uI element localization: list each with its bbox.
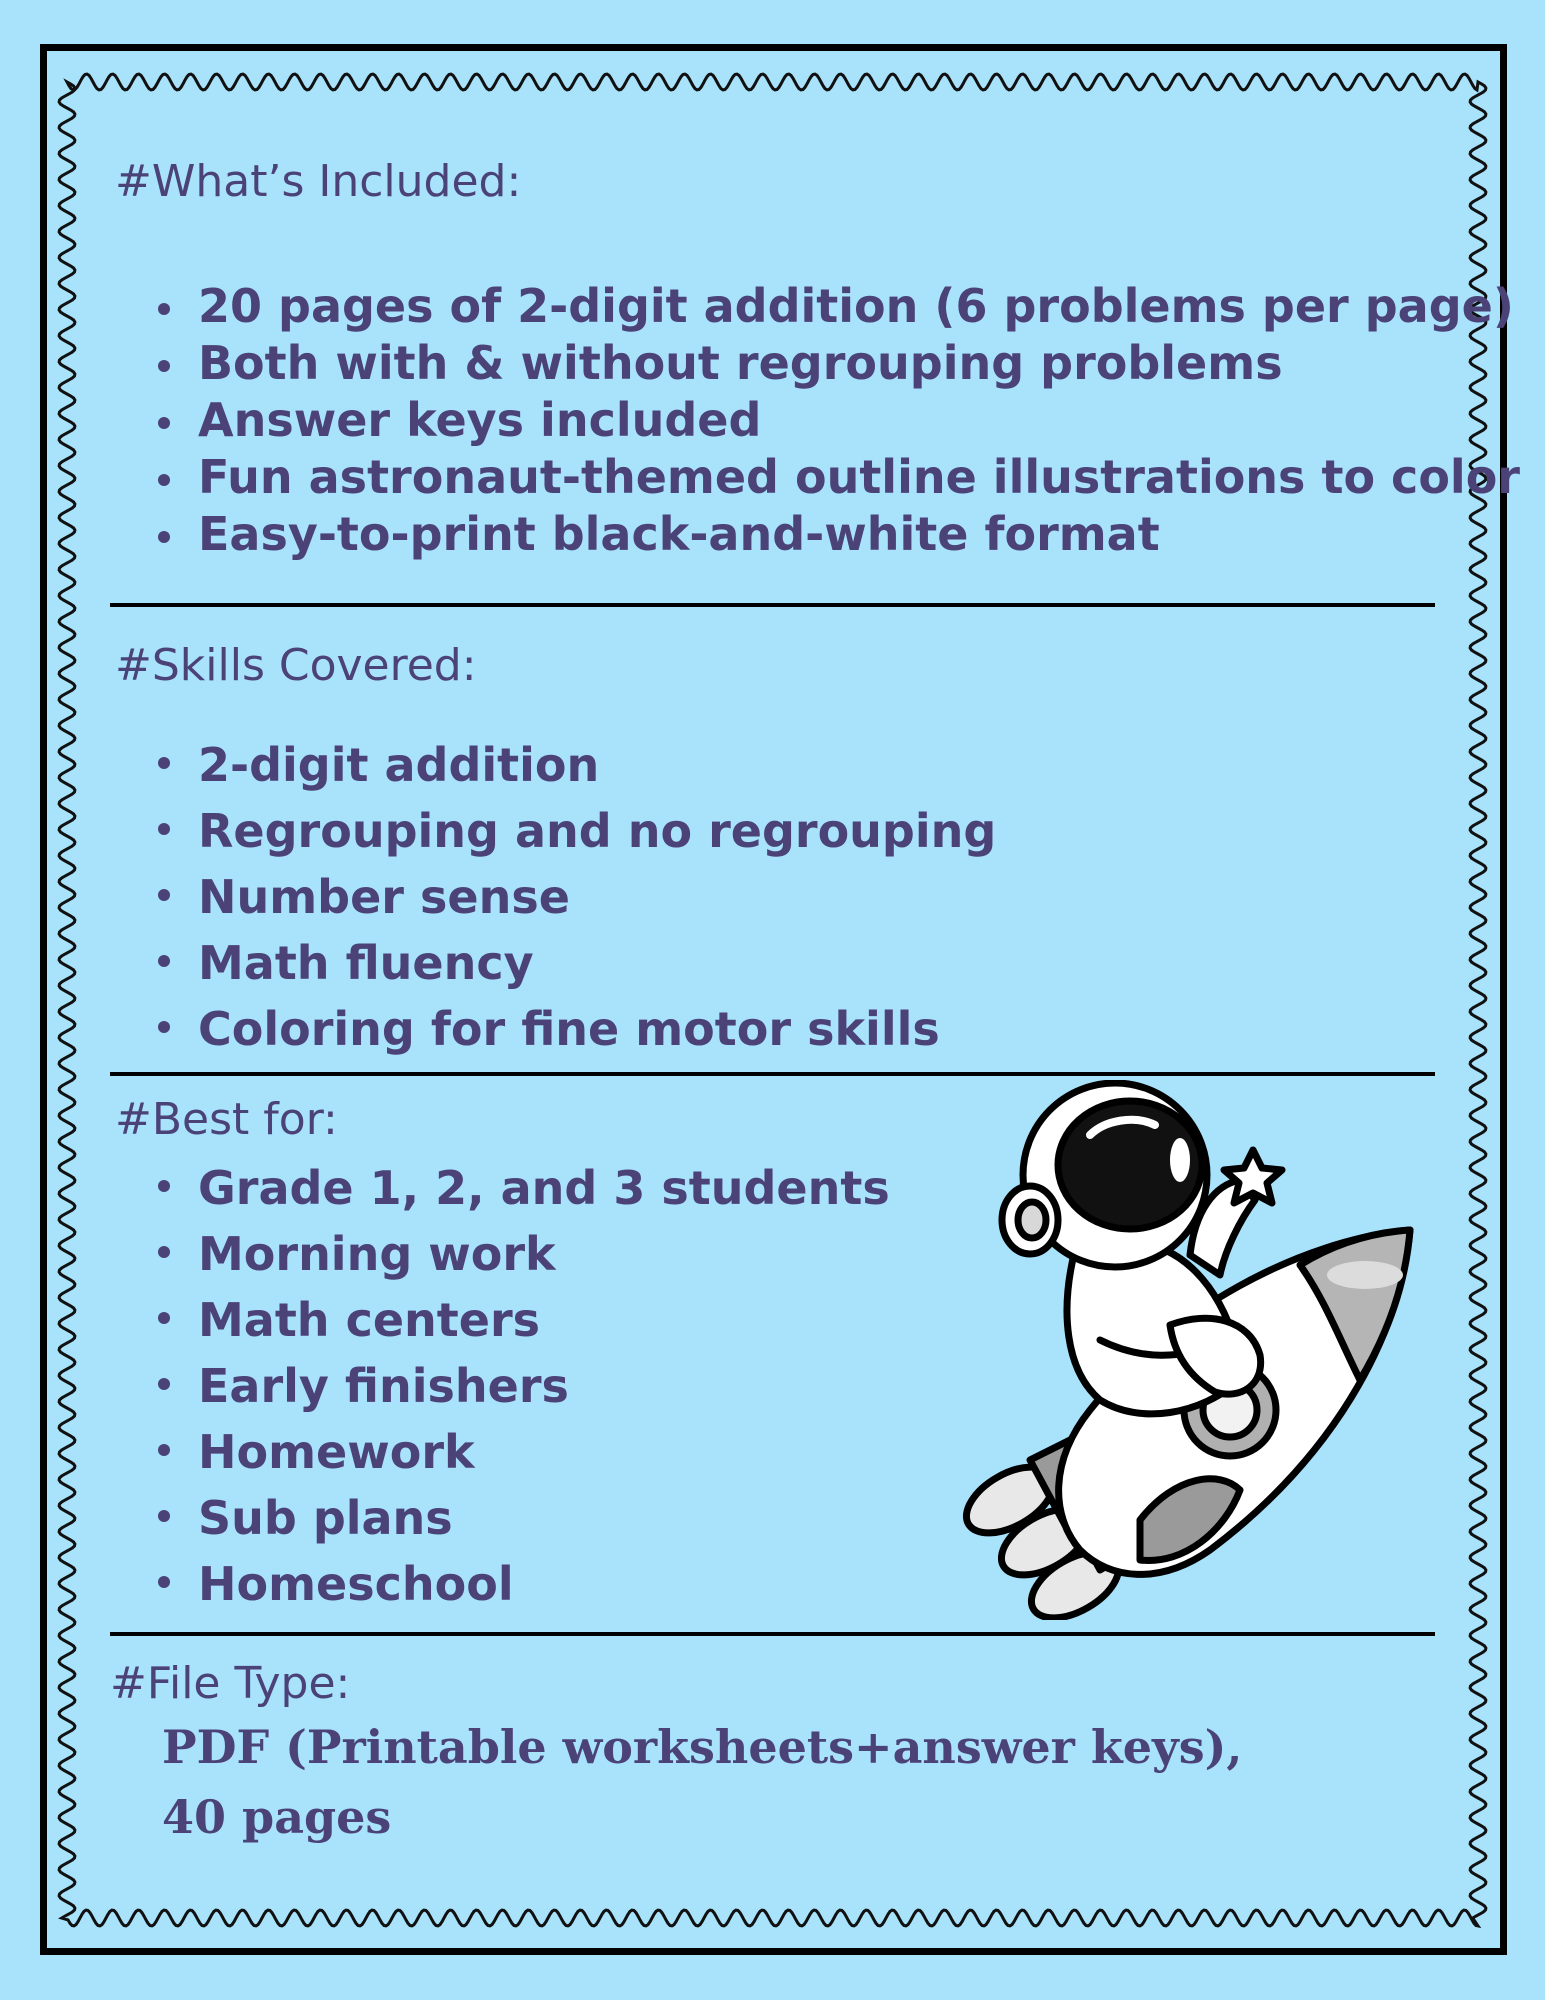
skills-heading: #Skills Covered: — [115, 640, 477, 691]
list-item: Number sense — [155, 864, 996, 930]
list-item: Math fluency — [155, 930, 996, 996]
list-item: Sub plans — [155, 1485, 890, 1551]
list-item: 20 pages of 2-digit addition (6 problems per page) — [155, 278, 1520, 335]
list-item: 2-digit addition — [155, 732, 996, 798]
section-divider — [110, 603, 1435, 607]
list-item: Coloring for fine motor skills — [155, 996, 996, 1062]
filetype-pages: 40 pages — [162, 1790, 392, 1844]
skills-list — [155, 732, 996, 1062]
list-item: Easy-to-print black-and-white format — [155, 506, 1520, 563]
included-list — [155, 278, 1520, 563]
list-item: Early finishers — [155, 1353, 890, 1419]
list-item: Both with & without regrouping problems — [155, 335, 1520, 392]
included-heading: #What’s Included: — [115, 156, 522, 207]
list-item: Homeschool — [155, 1551, 890, 1617]
list-item: Regrouping and no regrouping — [155, 798, 996, 864]
filetype-line: PDF (Printable worksheets+answer keys), — [162, 1720, 1243, 1774]
list-item: Math centers — [155, 1287, 890, 1353]
section-divider — [110, 1632, 1435, 1636]
best-heading: #Best for: — [115, 1094, 338, 1145]
astronaut-on-rocket-icon — [940, 1080, 1430, 1620]
list-item: Answer keys included — [155, 392, 1520, 449]
list-item: Homework — [155, 1419, 890, 1485]
filetype-heading: #File Type: — [110, 1658, 351, 1709]
best-list — [155, 1155, 890, 1617]
list-item: Grade 1, 2, and 3 students — [155, 1155, 890, 1221]
section-divider — [110, 1072, 1435, 1076]
list-item: Morning work — [155, 1221, 890, 1287]
list-item: Fun astronaut-themed outline illustrations to color — [155, 449, 1520, 506]
